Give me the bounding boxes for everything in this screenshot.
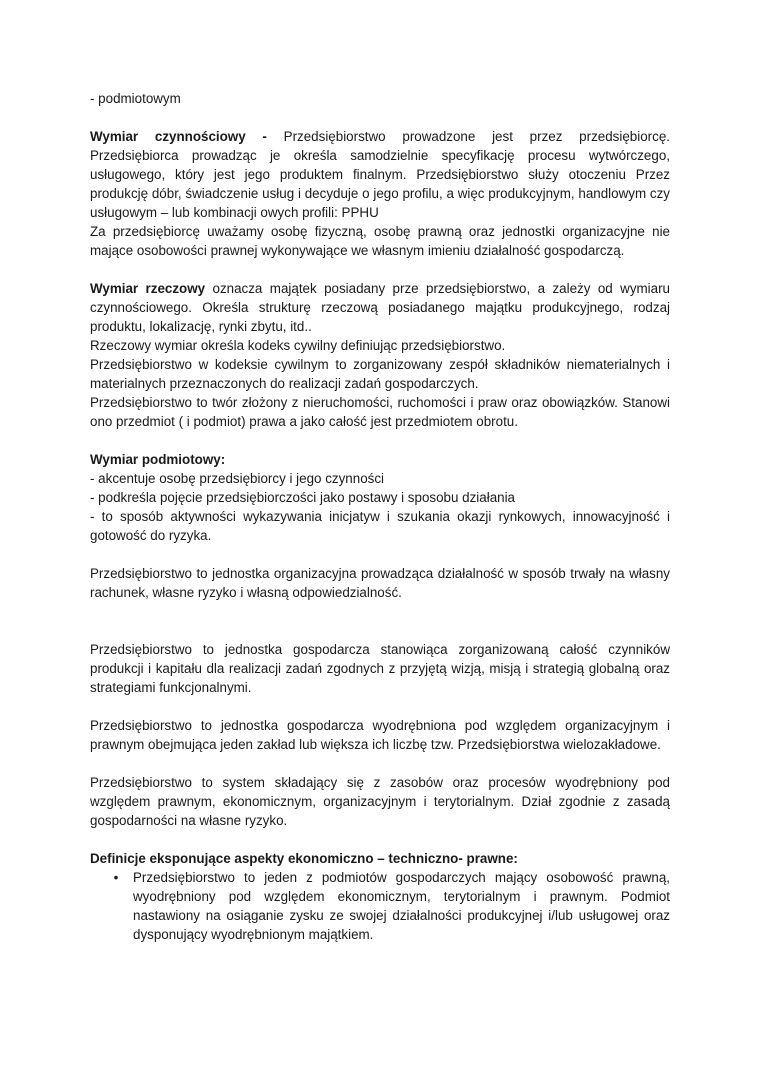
paragraph: Przedsiębiorstwo w kodeksie cywilnym to zorganizowany zespół składników niematerialnych i materialnych przeznaczonych do realizacji zadań gospodarczych.: [90, 357, 670, 391]
section-heading-podmiotowy: Wymiar podmiotowy:: [90, 452, 226, 467]
list-item: - to sposób aktywności wykazywania inicjatyw i szukania okazji rynkowych, innowacyjność i gotowość do ryzyka.: [90, 509, 670, 543]
section-heading: Wymiar rzeczowy: [90, 281, 206, 296]
section-czynnosciowy: [90, 127, 670, 222]
paragraph: Przedsiębiorstwo to twór złożony z nieruchomości, ruchomości i praw oraz obowiązków. Stanowi ono przedmiot ( i podmiot) prawa a jako całość jest przedmiotem obrotu.: [90, 395, 670, 429]
section-heading-definicje: Definicje eksponujące aspekty ekonomiczno – techniczno- prawne:: [90, 851, 518, 866]
section-text: Przedsiębiorstwo prowadzone jest przez przedsiębiorcę. Przedsiębiorca prowadząc je określa samodzielnie specyfikację procesu wytwórczego, usługowego, który jest jego produktem finalnym. Przedsiębiorstwo służy otoczeniu Przez produkcję dóbr, świadczenie usług i decyduje o jego profilu, a więc produkcyjnym, handlowym czy usługowym – lub kombinacji owych profili: PPHU: [90, 129, 670, 220]
list-item: - podkreśla pojęcie przedsiębiorczości jako postawy i sposobu działania: [90, 490, 516, 505]
definition-paragraph: Przedsiębiorstwo to jednostka gospodarcza stanowiąca zorganizowaną całość czynników produkcji i kapitału dla realizacji zadań zgodnych z przyjętą wizją, misją i strategią globalną oraz strategiami funkcjonalnymi.: [90, 642, 670, 695]
list-item-text: Przedsiębiorstwo to jeden z podmiotów gospodarczych mający osobowość prawną, wyodrębniony pod względem ekonomicznym, terytorialnym i prawnym. Podmiot nastawiony na osiąganie zysku ze swojej działalności produkcyjnej i/lub usługowej oraz dysponujący wyodrębnionym majątkiem.: [133, 870, 670, 942]
bullet-icon: •: [113, 870, 119, 885]
section-heading: Wymiar czynnościowy -: [90, 129, 267, 144]
list-item: [113, 868, 670, 944]
bullet-list: [90, 868, 670, 944]
section-rzeczowy: [90, 279, 670, 336]
definition-paragraph: Przedsiębiorstwo to jednostka gospodarcza wyodrębniona pod względem organizacyjnym i prawnym obejmująca jeden zakład lub większa ich liczbę tzw. Przedsiębiorstwa wielozakładowe.: [90, 718, 670, 752]
intro-line: - podmiotowym: [90, 91, 181, 106]
section-text: oznacza majątek posiadany prze przedsiębiorstwo, a zależy od wymiaru czynnościowego. Określa strukturę rzeczową posiadanego majątku produkcyjnego, rodzaj produktu, lokalizację, rynki zbytu, itd..: [90, 281, 671, 334]
definition-paragraph: Przedsiębiorstwo to system składający się z zasobów oraz procesów wyodrębniony pod względem prawnym, ekonomicznym, organizacyjnym i terytorialnym. Dział zgodnie z zasadą gospodarności na własne ryzyko.: [90, 775, 670, 828]
list-item: - akcentuje osobę przedsiębiorcy i jego czynności: [90, 471, 385, 486]
paragraph: Za przedsiębiorcę uważamy osobę fizyczną, osobę prawną oraz jednostki organizacyjne nie mające osobowości prawnej wykonywające we własnym imieniu działalność gospodarczą.: [90, 224, 670, 258]
paragraph: Rzeczowy wymiar określa kodeks cywilny definiując przedsiębiorstwo.: [90, 338, 506, 353]
definition-paragraph: Przedsiębiorstwo to jednostka organizacyjna prowadząca działalność w sposób trwały na własny rachunek, własne ryzyko i własną odpowiedzialność.: [90, 566, 670, 600]
